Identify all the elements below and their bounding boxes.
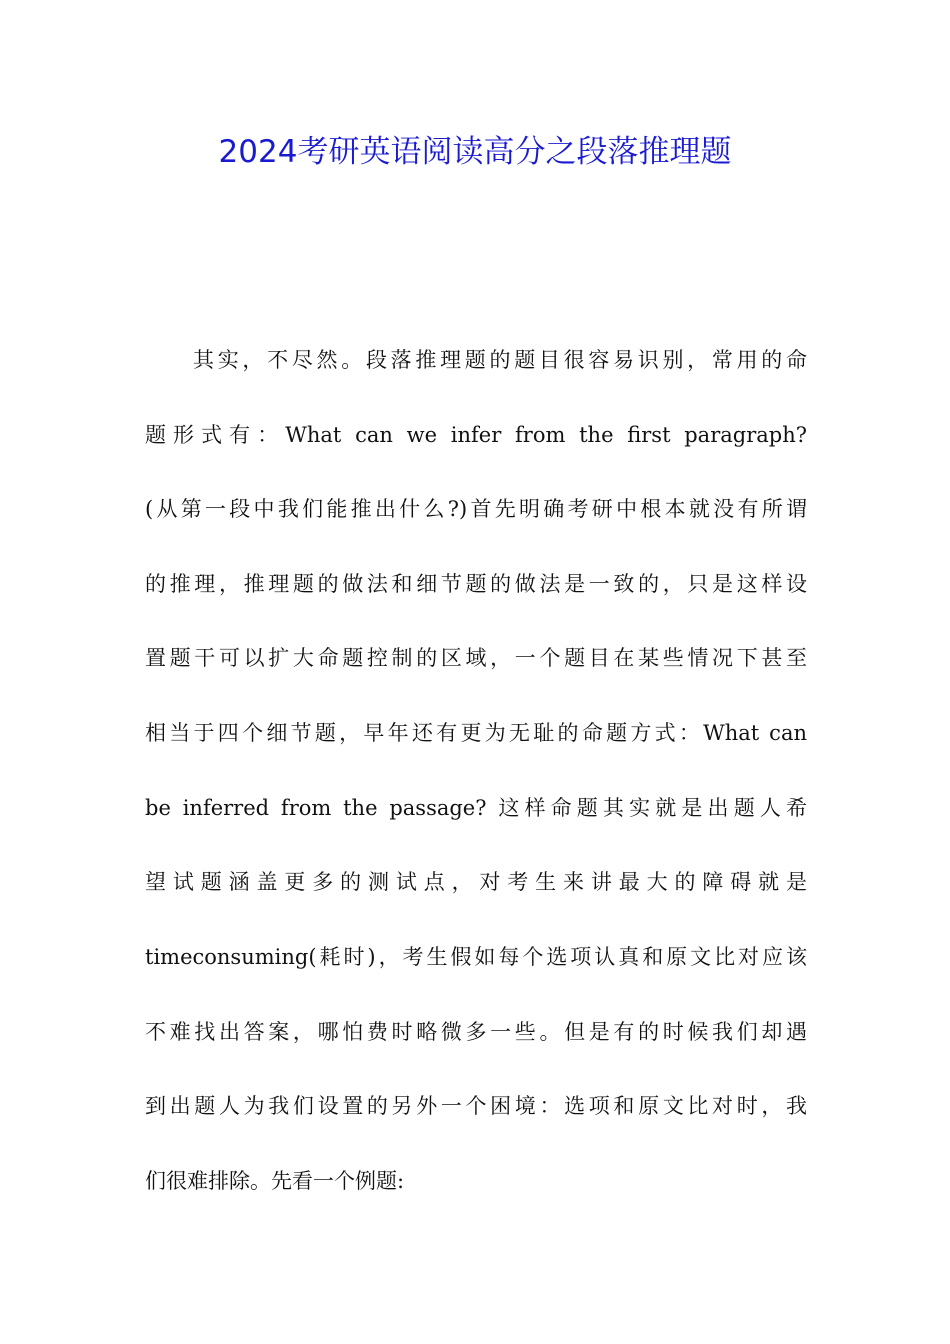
paragraph-line: 不难找出答案，哪怕费时略微多一些。但是有的时候我们却遇: [145, 1020, 807, 1044]
paragraph-line: 们很难排除。先看一个例题:: [145, 1169, 405, 1193]
paragraph-line: 到出题人为我们设置的另外一个困境：选项和原文比对时，我: [145, 1094, 807, 1118]
paragraph-line: 题形式有：What can we infer from the first paragraph?: [145, 423, 807, 447]
document-title: 2024考研英语阅读高分之段落推理题: [218, 134, 732, 170]
paragraph-line: timeconsuming(耗时)，考生假如每个选项认真和原文比对应该: [145, 945, 807, 969]
paragraph-line: (从第一段中我们能推出什么?)首先明确考研中根本就没有所谓: [145, 497, 807, 521]
paragraph-line: 望试题涵盖更多的测试点，对考生来讲最大的障碍就是: [145, 870, 807, 894]
paragraph-line: 置题干可以扩大命题控制的区域，一个题目在某些情况下甚至: [145, 646, 807, 670]
paragraph-line: 相当于四个细节题，早年还有更为无耻的命题方式：What can: [145, 721, 807, 745]
paragraph-line: 其实，不尽然。段落推理题的题目很容易识别，常用的命: [193, 348, 807, 372]
paragraph-line: 的推理，推理题的做法和细节题的做法是一致的，只是这样设: [145, 572, 807, 596]
paragraph-line: be inferred from the passage? 这样命题其实就是出题人希: [145, 796, 807, 820]
